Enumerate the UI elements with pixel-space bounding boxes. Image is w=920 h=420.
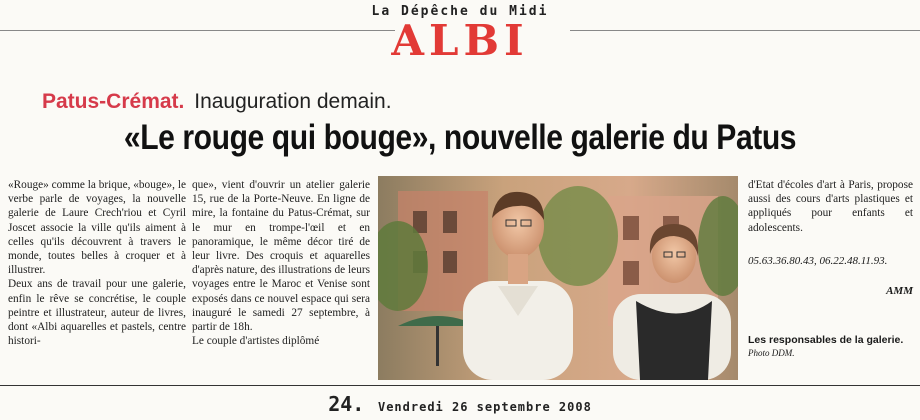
kicker-place: Patus-Crémat.	[42, 90, 185, 113]
photo-illustration	[378, 176, 738, 380]
photo-caption	[748, 334, 913, 359]
page-footer: 24. Vendredi 26 septembre 2008	[328, 392, 592, 416]
article-paragraph: Le couple d'artistes diplômé	[192, 335, 320, 348]
author-signature: AMM	[886, 285, 913, 297]
caption-text: Les responsables de la galerie.	[748, 334, 904, 346]
newspaper-name: La Dépêche du Midi	[371, 4, 549, 19]
kicker-subtitle: Inauguration demain.	[194, 90, 392, 113]
masthead	[0, 4, 920, 63]
footer-rule	[0, 385, 920, 386]
contact-phones: 05.63.36.80.43, 06.22.48.11.93.	[748, 255, 888, 267]
section-title: ALBI	[391, 16, 529, 65]
article-paragraph: que», vient d'ouvrir un atelier galerie 15, rue de la Porte-Neuve. En ligne de mire, la fontaine du Patus-Crémat, sur le mur en trompe-l'œil et en panoramique, le même décor tiré de leur livre. Des croquis et aquarelles d'après nature, des illustrations de leurs voyages entre le Maroc et Venise sont exposés dans ce nouvel espace qui sera inauguré le samedi 27 septembre, à partir de 18h.	[192, 179, 370, 334]
article-column-2	[192, 178, 370, 348]
photo-credit: Photo DDM.	[748, 347, 795, 358]
article-paragraph: d'Etat d'écoles d'art à Paris, propose aussi des cours d'arts plastiques et appliqués pour enfants et adolescents.	[748, 179, 913, 234]
article-column-3	[748, 178, 913, 235]
article-paragraph: Deux ans de travail pour une galerie, enfin le rêve se concrétise, le couple peintre et illustrateur, auteur de livres, dont «Albi aquarelles et pastels, centre histori-	[8, 278, 186, 348]
article-paragraph: «Rouge» comme la brique, «bouge», le verbe parle de voyages, la nouvelle galerie de Laure Crech'riou et Cyril Joscet associe la ville qu'ils aiment à celles qu'ils découvrent à travers le monde, toutes belles à croquer et à illustrer.	[8, 179, 186, 277]
article-kicker	[42, 90, 392, 114]
article-column-1	[8, 178, 186, 348]
article-headline: «Le rouge qui bouge», nouvelle galerie du Patus	[123, 118, 797, 157]
issue-date: Vendredi 26 septembre 2008	[377, 400, 592, 414]
article-photo	[378, 176, 738, 380]
page-number: 24	[328, 392, 353, 416]
